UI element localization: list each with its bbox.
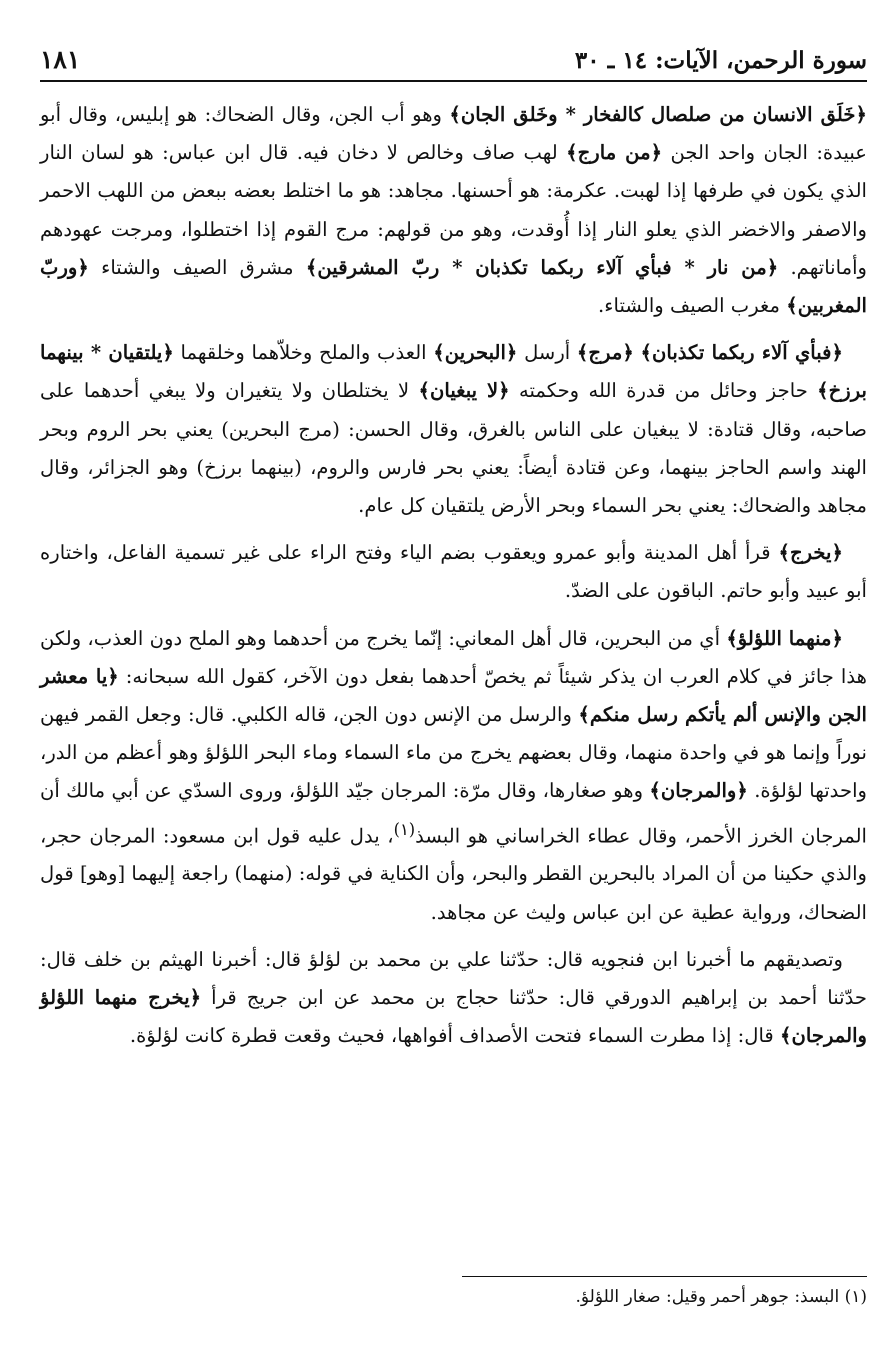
footnote-reference[interactable]: (١) bbox=[393, 819, 416, 839]
paragraph-4 bbox=[40, 620, 867, 932]
commentary-text: وهو أب الجن، وقال الضحاك: هو إبليس، وقال أبو عبيدة: الجان واحد الجن bbox=[40, 103, 867, 165]
commentary-text: لهب صاف وخالص لا دخان فيه. قال ابن عباس: هو لسان النار الذي يكون في طرفها إذا لهبت. عكرمة: هو أحسنها. مجاهد: هو ما اختلط بعضه ببعض من اللهب الاحمر والاصفر والاخضر الذي يعلو النار إذا أُوقدت، وهو من قولهم: مرج القوم إذا اختطلوا، ومرجت عهودهم وأماناتهم. bbox=[40, 141, 868, 279]
commentary-text: قال: إذا مطرت السماء فتحت الأصداف أفواهها، فحيث وقعت قطرة كانت لؤلؤة. bbox=[129, 1024, 781, 1048]
commentary-text: وهو صغارها، وقال مرّة: المرجان جيّد اللؤلؤ، وروى السدّي عن أبي مالك أن المرجان الخرز الأحمر، وقال عطاء الخراساني هو البسذ bbox=[40, 779, 867, 848]
quran-quote: ﴿يخرج منهما اللؤلؤ والمرجان﴾ bbox=[40, 986, 867, 1048]
quran-quote: ﴿من مارج﴾ bbox=[566, 141, 663, 165]
quran-quote: ﴿يا معشر الجن والإنس ألم يأتكم رسل منكم﴾ bbox=[40, 664, 867, 727]
commentary-text: وتصديقهم ما أخبرنا ابن فنجويه قال: حدّثنا علي بن محمد بن لؤلؤ قال: أخبرنا الهيثم بن خلف قال: حدّثنا أحمد بن إبراهيم الدورقي قال: حدّثنا حجاج بن محمد عن ابن جريج قرأ bbox=[40, 947, 867, 1009]
commentary-text: حاجز وحائل من قدرة الله وحكمته bbox=[509, 379, 818, 403]
paragraph-1 bbox=[40, 96, 867, 325]
commentary-text: مغرب الصيف والشتاء. bbox=[598, 294, 787, 318]
footnote: (١) البسذ: جوهر أحمر وقيل: صغار اللؤلؤ. bbox=[575, 1287, 867, 1307]
paragraph-3 bbox=[40, 534, 867, 610]
commentary-text: قرأ أهل المدينة وأبو عمرو ويعقوب بضم الياء وفتح الراء على غير تسمية الفاعل، واختاره أبو عبيد وأبو حاتم. الباقون على الضدّ. bbox=[40, 541, 867, 603]
quran-quote: ﴿لا يبغيان﴾ bbox=[418, 379, 510, 403]
commentary-text: لا يختلطان ولا يتغيران ولا يبغي أحدهما على صاحبه، وقال قتادة: لا يبغيان على الناس بالغرق، وقال الحسن: (مرج البحرين) يعني بحر الروم وبحر الهند واسم الحاجز بينهما، وعن قتادة أيضاً: يعني بحر فارس والروم، (بينهما برزخ) وهو الجزائر، وقال مجاهد والضحاك: يعني بحر السماء وبحر الأرض يلتقيان كل عام. bbox=[40, 379, 868, 518]
paragraph-2 bbox=[40, 334, 867, 525]
commentary-text: ، يدل عليه قول ابن مسعود: المرجان حجر، والذي حكينا من أن المراد بالبحرين القطر والبحر، وأن الكناية في قوله: (منهما) راجعة إليهما [وهو] قول الضحاك، ورواية عطية عن ابن عباس وليث عن مجاهد. bbox=[40, 824, 867, 924]
quran-quote: ﴿خَلَق الانسان من صلصال كالفخار * وخَلق الجان﴾ bbox=[449, 103, 867, 126]
page-header bbox=[40, 34, 867, 74]
quran-quote: ﴿والمرجان﴾ bbox=[649, 779, 748, 803]
commentary-text: أرسل bbox=[517, 341, 577, 365]
commentary-text: أي من البحرين، قال أهل المعاني: إنّما يخرج من أحدهما وهو الملح دون العذب، ولكن هذا جائز في كلام العرب ان يذكر شيئاً ثم يخصّ أحدهما بفعل دون الآخر، كقول الله سبحانه: bbox=[40, 626, 867, 688]
footnote-divider bbox=[462, 1276, 867, 1277]
quran-quote: ﴿يلتقيان * بينهما برزخ﴾ bbox=[40, 341, 867, 403]
header-divider bbox=[40, 80, 867, 82]
quran-quote: ﴿مرج﴾ bbox=[576, 341, 634, 365]
quran-quote: ﴿وربّ المغربين﴾ bbox=[40, 255, 867, 318]
commentary-text: العذب والملح وخلاّهما وخلقهما bbox=[173, 341, 434, 365]
quran-quote: ﴿يخرج﴾ bbox=[778, 541, 843, 565]
commentary-text: مشرق الصيف والشتاء bbox=[88, 255, 306, 279]
commentary-text: والرسل من الإنس دون الجن، قاله الكلبي. قال: وجعل القمر فيهن نوراً وإنما هو في واحدة منهما، وقال بعضهم يخرج من ماء السماء وماء البحر اللؤلؤ وهو أعظم من الدر، واحدتها لؤلؤة. bbox=[40, 703, 867, 803]
main-text bbox=[40, 96, 867, 1064]
quran-quote: ﴿البحرين﴾ bbox=[433, 341, 518, 365]
page-number: ١٨١ bbox=[40, 45, 81, 74]
paragraph-5 bbox=[40, 941, 867, 1056]
running-title: سورة الرحمن، الآيات: ١٤ ـ ٣٠ bbox=[574, 47, 867, 74]
quran-quote: ﴿من نار * فبأي آلاء ربكما تكذبان * ربّ المشرقين﴾ bbox=[305, 255, 779, 279]
quran-quote: ﴿فبأي آلاء ربكما تكذبان﴾ bbox=[640, 341, 844, 365]
quran-quote: ﴿منهما اللؤلؤ﴾ bbox=[726, 626, 843, 650]
